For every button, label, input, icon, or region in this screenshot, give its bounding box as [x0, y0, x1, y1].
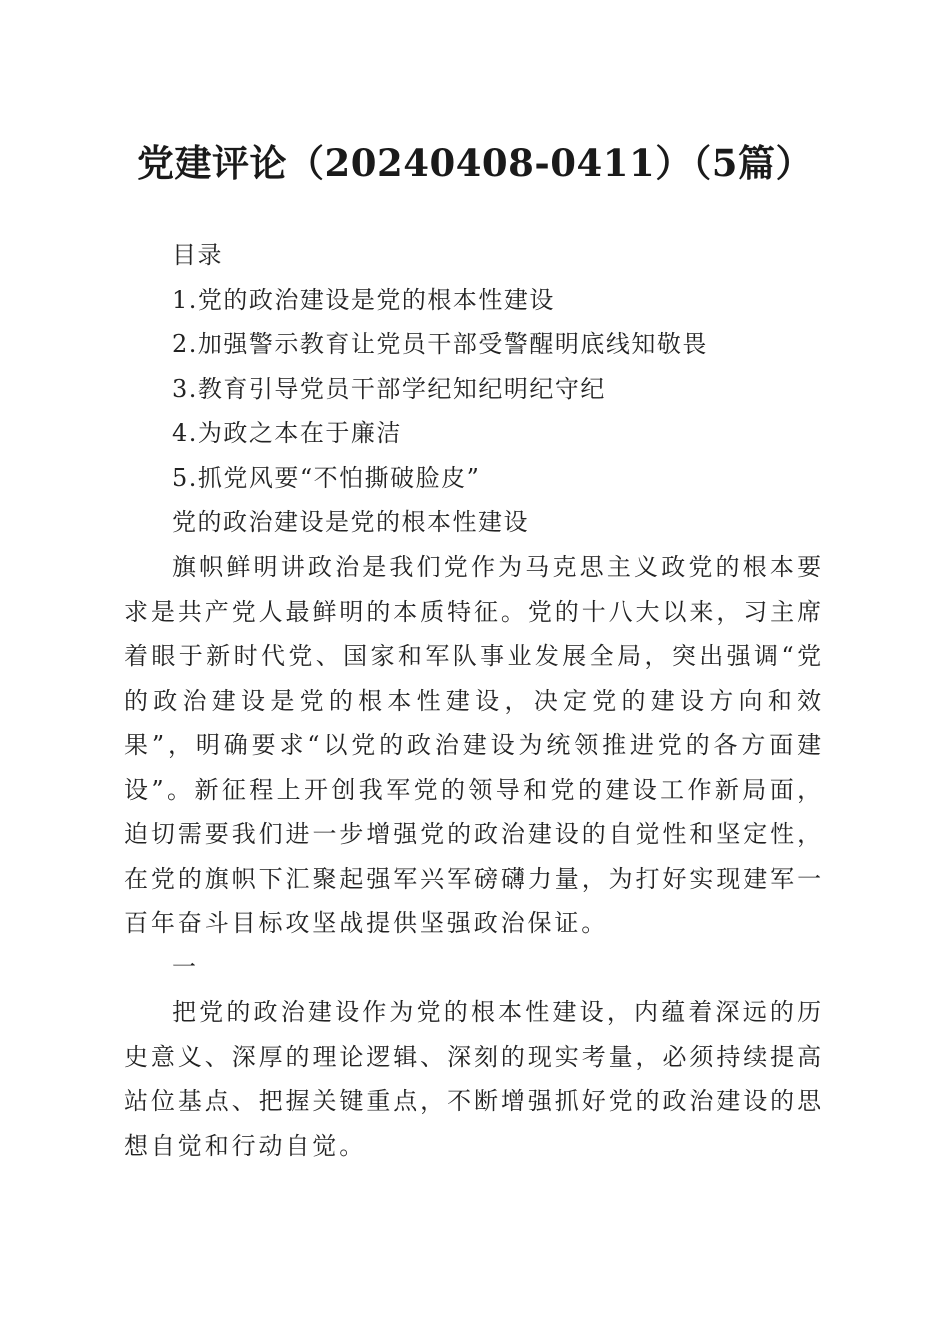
article-body-section-1	[124, 990, 824, 1168]
toc-item: 3.教育引导党员干部学纪知纪明纪守纪	[172, 374, 606, 403]
article-title: 党的政治建设是党的根本性建设	[172, 508, 529, 536]
toc-item: 4.为政之本在于廉洁	[172, 419, 402, 447]
toc-item: 2.加强警示教育让党员干部受警醒明底线知敬畏	[172, 330, 708, 358]
toc-item: 5.抓党风要“不怕撕破脸皮”	[172, 463, 481, 492]
toc-heading: 目录	[172, 241, 223, 269]
document-title: 党建评论（20240408-0411）（5篇）	[136, 141, 814, 185]
article-body	[124, 545, 824, 946]
toc-item: 1.党的政治建设是党的根本性建设	[172, 285, 555, 314]
section-marker: 一	[172, 953, 196, 981]
table-of-contents	[172, 233, 832, 545]
paragraph: 旗帜鲜明讲政治是我们党作为马克思主义政党的根本要求是共产党人最鲜明的本质特征。党的十八大以来，习主席着眼于新时代党、国家和军队事业发展全局，突出强调“党的政治建设是党的根本性建设，决定党的建设方向和效果”，明确要求“以党的政治建设为统领推进党的各方面建设”。新征程上开创我军党的领导和党的建设工作新局面，迫切需要我们进一步增强党的政治建设的自觉性和坚定性，在党的旗帜下汇聚起强军兴军磅礴力量，为打好实现建军一百年奋斗目标攻坚战提供坚强政治保证。	[124, 553, 824, 937]
paragraph: 把党的政治建设作为党的根本性建设，内蕴着深远的历史意义、深厚的理论逻辑、深刻的现实考量，必须持续提高站位基点、把握关键重点，不断增强抓好党的政治建设的思想自觉和行动自觉。	[124, 998, 824, 1160]
